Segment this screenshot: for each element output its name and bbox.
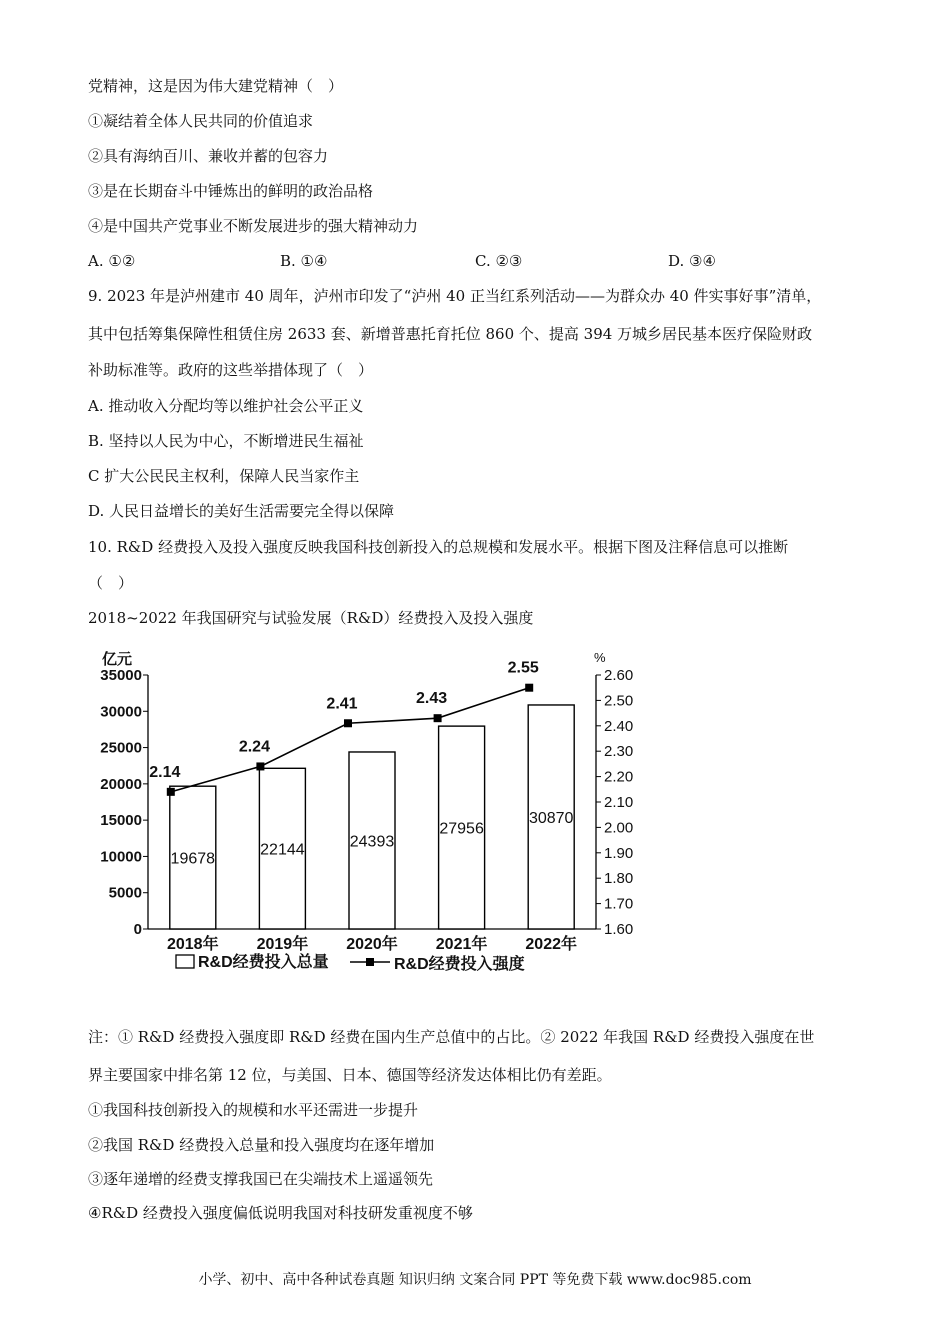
intensity-point xyxy=(525,684,533,692)
rd-chart xyxy=(88,640,634,985)
q9-option-d: D. 人民日益增长的美好生活需要完全得以保障 xyxy=(88,502,395,520)
right-tick-label: 1.80 xyxy=(604,870,634,888)
q10-item-2: ②我国 R&D 经费投入总量和投入强度均在逐年增加 xyxy=(88,1136,435,1154)
right-tick-label: 2.30 xyxy=(604,743,634,761)
q8-option-c: C. ②③ xyxy=(475,252,523,270)
bar-value-label: 22144 xyxy=(260,841,305,859)
left-tick-label: 15000 xyxy=(100,812,142,830)
left-tick-label: 35000 xyxy=(100,667,142,684)
bar-value-label: 30870 xyxy=(528,809,574,827)
right-tick-label: 2.40 xyxy=(604,717,634,735)
q8-option-d: D. ③④ xyxy=(668,252,716,270)
intensity-value-label: 2.14 xyxy=(149,763,181,781)
q8-option-b: B. ①④ xyxy=(280,252,328,270)
intensity-point xyxy=(167,788,175,796)
q8-item-1: ①凝结着全体人民共同的价值追求 xyxy=(88,112,314,130)
bar-value-label: 19678 xyxy=(170,850,216,868)
left-tick-label: 30000 xyxy=(100,703,142,721)
intensity-value-label: 2.43 xyxy=(416,690,448,708)
intensity-value-label: 2.55 xyxy=(507,659,539,677)
q9-stem-line-1: 9. 2023 年是泸州建市 40 周年，泸州市印发了“泸州 40 正当红系列活动——为群众办 40 件实事好事”清单， xyxy=(88,287,822,305)
q8-item-4: ④是中国共产党事业不断发展进步的强大精神动力 xyxy=(88,217,419,235)
q10-item-3: ③逐年递增的经费支撑我国已在尖端技术上遥遥领先 xyxy=(88,1170,434,1188)
intensity-point xyxy=(256,762,264,770)
q8-stem-tail: 党精神，这是因为伟大建党精神（ ） xyxy=(88,77,344,95)
x-tick-label: 2021年 xyxy=(435,936,488,953)
bar-value-label: 24393 xyxy=(349,833,395,851)
left-tick-label: 0 xyxy=(133,921,142,938)
q10-note-line-2: 界主要国家中排名第 12 位，与美国、日本、德国等经济发达体相比仍有差距。 xyxy=(88,1066,612,1084)
page-footer: 小学、初中、高中各种试卷真题 知识归纳 文案合同 PPT 等免费下载 www.doc985.com xyxy=(198,1272,752,1288)
q8-item-3: ③是在长期奋斗中锤炼出的鲜明的政治品格 xyxy=(88,182,374,200)
right-tick-label: 1.70 xyxy=(604,895,634,913)
right-tick-label: 1.90 xyxy=(604,844,634,862)
legend-bar-label: R&D经费投入总量 xyxy=(198,954,329,971)
intensity-point xyxy=(434,714,442,722)
left-tick-label: 10000 xyxy=(100,848,142,866)
right-tick-label: 1.60 xyxy=(604,921,634,938)
chart-caption: 2018~2022 年我国研究与试验发展（R&D）经费投入及投入强度 xyxy=(88,609,534,627)
right-tick-label: 2.60 xyxy=(604,667,634,684)
q10-note-line-1: 注：① R&D 经费投入强度即 R&D 经费在国内生产总值中的占比。② 2022 年我国 R&D 经费投入强度在世 xyxy=(88,1028,815,1046)
intensity-value-label: 2.41 xyxy=(326,695,358,713)
x-tick-label: 2018年 xyxy=(166,936,219,953)
left-tick-label: 5000 xyxy=(108,884,142,902)
right-tick-label: 2.10 xyxy=(604,794,634,811)
legend-line-label: R&D经费投入强度 xyxy=(394,956,525,973)
q8-option-a: A. ①② xyxy=(88,252,136,270)
intensity-value-label: 2.24 xyxy=(238,738,270,756)
q9-option-c: C 扩大公民民主权利，保障人民当家作主 xyxy=(88,467,360,485)
right-tick-label: 2.50 xyxy=(604,692,634,710)
left-axis-unit: 亿元 xyxy=(102,651,133,668)
bar-value-label: 27956 xyxy=(439,820,484,838)
left-tick-label: 20000 xyxy=(100,775,142,793)
q8-item-2: ②具有海纳百川、兼收并蓄的包容力 xyxy=(88,147,329,165)
q9-option-a: A. 推动收入分配均等以维护社会公平正义 xyxy=(88,397,364,415)
q10-stem-line-1: 10. R&D 经费投入及投入强度反映我国科技创新投入的总规模和发展水平。根据下图及注释信息可以推断 xyxy=(88,538,789,556)
legend-line-marker xyxy=(366,958,374,966)
right-axis-unit: % xyxy=(594,650,606,665)
q9-stem-line-2: 其中包括筹集保障性租赁住房 2633 套、新增普惠托育托位 860 个、提高 394 万城乡居民基本医疗保险财政 xyxy=(88,325,813,343)
x-tick-label: 2022年 xyxy=(525,936,578,953)
right-tick-label: 2.20 xyxy=(604,768,634,786)
q10-item-4: ④R&D 经费投入强度偏低说明我国对科技研发重视度不够 xyxy=(88,1204,473,1222)
x-tick-label: 2020年 xyxy=(346,936,398,953)
q10-stem-line-2: （ ） xyxy=(88,574,134,592)
intensity-point xyxy=(344,719,352,727)
right-tick-label: 2.00 xyxy=(604,819,634,837)
left-tick-label: 25000 xyxy=(100,739,142,757)
q9-option-b: B. 坚持以人民为中心，不断增进民生福祉 xyxy=(88,432,364,450)
legend-bar-swatch xyxy=(176,955,194,968)
q10-item-1: ①我国科技创新投入的规模和水平还需进一步提升 xyxy=(88,1101,419,1119)
q9-stem-line-3: 补助标准等。政府的这些举措体现了（ ） xyxy=(88,361,374,379)
x-tick-label: 2019年 xyxy=(256,936,309,953)
